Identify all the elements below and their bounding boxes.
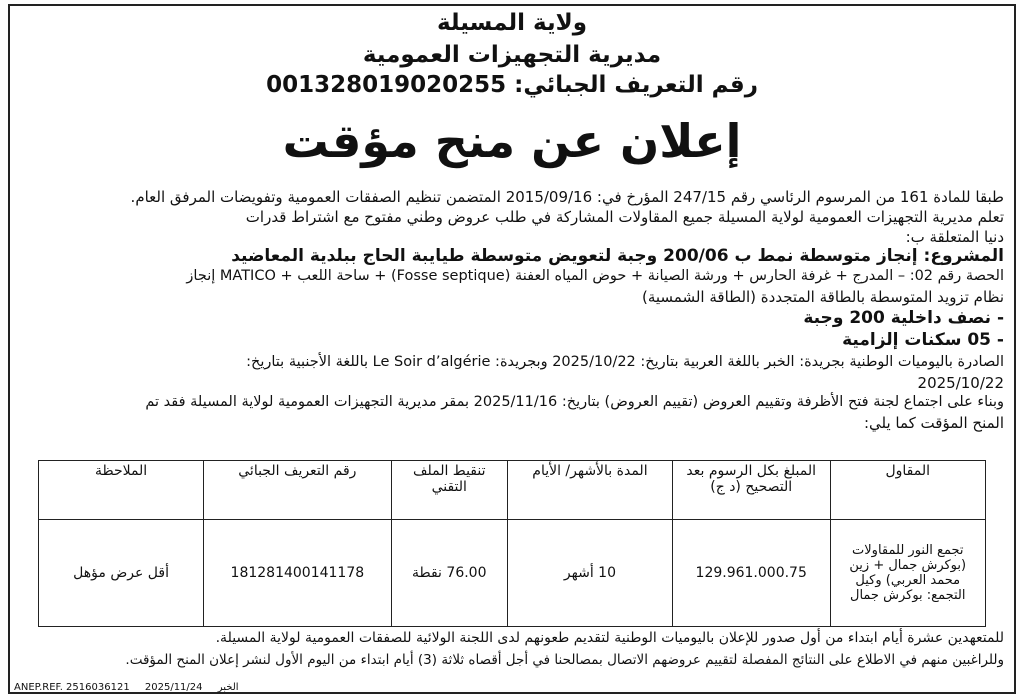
- newspaper-name: الخبر: [217, 682, 239, 693]
- reference-footer: [14, 682, 251, 693]
- cell-contractor: تجمع النور للمقاولات (بوكرش جمال + زين محمد العربي) وكيل التجمع: بوكرش جمال: [830, 520, 985, 627]
- intro-line-2: دنيا المتعلقة ب:: [905, 228, 1004, 246]
- press-line: الصادرة باليوميات الوطنية بجريدة: الخبر باللغة العربية بتاريخ: 2025/10/22 وبجريدة: Le Soir d’algérie باللغة الأجنبية بتاريخ:: [246, 354, 1004, 370]
- cell-score: 76.00 نقطة: [391, 520, 507, 627]
- table-header-row: [39, 461, 986, 520]
- page-title: إعلان عن منح مؤقت: [282, 114, 742, 168]
- directorate-heading: مديرية التجهيزات العمومية: [362, 42, 662, 68]
- project-line: المشروع: إنجاز متوسطة نمط ب 200/06 وجبة لتعويض متوسطة طيايبة الحاج ببلدية المعاضيد: [231, 246, 1004, 266]
- cell-tax-id: 181281400141178: [204, 520, 391, 627]
- cell-duration: 10 أشهر: [507, 520, 672, 627]
- wilaya-heading: ولاية المسيلة: [436, 10, 588, 36]
- anep-reference: ANEP.REF. 2516036121: [14, 682, 130, 693]
- legal-basis-line: طبقا للمادة 161 من المرسوم الرئاسي رقم 247/15 المؤرخ في: 2015/09/16 المتضمن تنظيم الصفقات العمومية وتفويضات المرفق العام.: [130, 188, 1004, 206]
- cell-amount: 129.961.000.75: [672, 520, 830, 627]
- meeting-line: وبناء على اجتماع لجنة فتح الأظرفة وتقييم العروض (تقييم العروض) بتاريخ: 2025/11/16 بمقر مديرية التجهيزات العمومية لولاية المسيلة فقد تم: [145, 394, 1004, 410]
- col-score: تنقيط الملف التقني: [391, 461, 507, 520]
- awards-table: [38, 460, 986, 627]
- col-amount: المبلغ بكل الرسوم بعد التصحيح (د ج): [672, 461, 830, 520]
- col-contractor: المقاول: [830, 461, 985, 520]
- publication-date: 2025/11/24: [144, 682, 203, 693]
- lot-line: الحصة رقم 02: – المدرج + غرفة الحارس + ورشة الصيانة + حوض المياه العفنة (Fosse septique) + ساحة اللعب + MATICO إنجاز: [186, 268, 1004, 284]
- press-date: 2025/10/22: [917, 374, 1004, 392]
- appeal-line: للمتعهدين عشرة أيام ابتداء من أول صدور للإعلان باليوميات الوطنية لتقديم طعونهم لدى اللجنة الولائية للصفقات العمومية لولاية المسيلة.: [215, 630, 1004, 646]
- col-duration: المدة بالأشهر/ الأيام: [507, 461, 672, 520]
- col-tax-id: رقم التعريف الجبائي: [204, 461, 391, 520]
- col-note: الملاحظة: [39, 461, 204, 520]
- tax-id-heading: رقم التعريف الجبائي: 001328019020255: [266, 72, 758, 98]
- lot-line-2: نظام تزويد المتوسطة بالطاقة المتجددة (الطاقة الشمسية): [642, 288, 1004, 306]
- intro-line: تعلم مديرية التجهيزات العمومية لولاية المسيلة جميع المقاولات المشاركة في طلب عروض وطني مفتوح مع اشتراط قدرات: [245, 208, 1004, 226]
- results-line: وللراغبين منهم في الاطلاع على النتائج المفصلة لتقييم عروضهم الاتصال بمصالحنا في أجل أقصاه ثلاثة (3) أيام ابتداء من اليوم الأول لنشر إعلان المنح المؤقت.: [125, 652, 1004, 668]
- item-half-board: - نصف داخلية 200 وجبة: [803, 308, 1004, 328]
- meeting-line-2: المنح المؤقت كما يلي:: [863, 414, 1004, 432]
- table-row: [39, 520, 986, 627]
- cell-note: أقل عرض مؤهل: [39, 520, 204, 627]
- item-housing: - 05 سكنات إلزامية: [842, 330, 1004, 350]
